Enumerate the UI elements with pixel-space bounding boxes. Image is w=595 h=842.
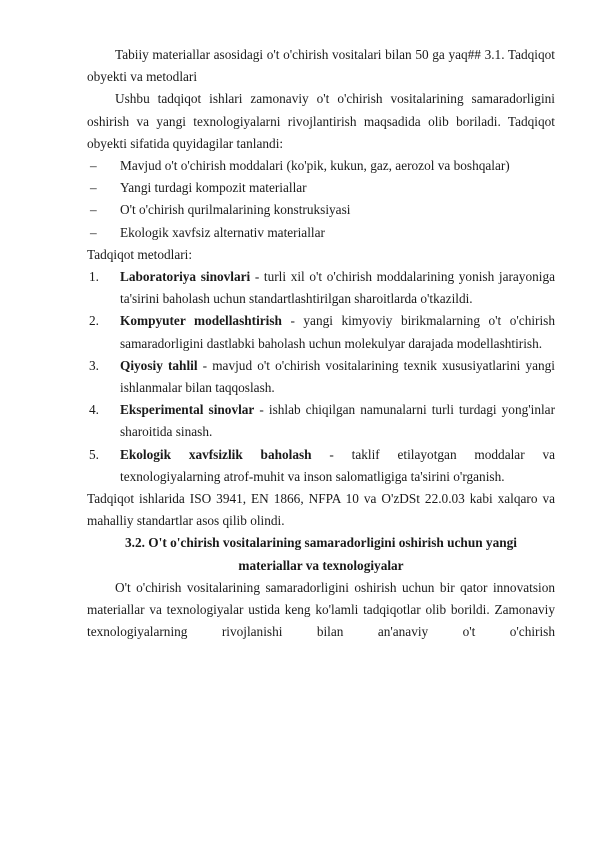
list-item: – Ekologik xavfsiz alternativ materiallar (90, 224, 325, 240)
method-item: 2. Kompyuter modellashtirish - yangi kimyoviy birikmalarning o't o'chirish samaradorligini dastlabki baholash uchun molekulyar darajada modellashtirish. (89, 313, 555, 351)
intro-paragraph: Tabiiy materiallar asosidagi o't o'chirish vositalari bilan 50 ga yaq## 3.1. Tadqiqot obyekti va metodlari (87, 47, 555, 85)
methods-label: Tadqiqot metodlari: (87, 246, 193, 262)
method-title: Ekologik xavfsizlik baholash (120, 446, 312, 462)
section-heading: 3.2. O't o'chirish vositalarining samaradorligini oshirish uchun yangi materiallar va texnologiyalar (125, 535, 517, 573)
list-item: – Mavjud o't o'chirish moddalari (ko'pik, kukun, gaz, aerozol va boshqalar) (90, 158, 510, 174)
methods-list (87, 266, 555, 488)
closing-paragraph: O't o'chirish vositalarining samaradorligini oshirish uchun bir qator innovatsion materiallar va texnologiyalar ustida keng ko'lamli tadqiqotlar olib borildi. Zamonaviy texnologiyalarning rivojlanishi bilan an'anaviy o't o'chirish (87, 579, 555, 640)
method-title: Laboratoriya sinovlari (120, 269, 251, 285)
method-title: Eksperimental sinovlar (120, 402, 255, 418)
method-title: Kompyuter modellashtirish (120, 313, 282, 329)
list-item: – Yangi turdagi kompozit materiallar (90, 180, 307, 196)
method-item: 5. Ekologik xavfsizlik baholash - taklif etilayotgan moddalar va texnologiyalarning atrof-muhit va inson salomatligiga ta'sirini o'rganish. (89, 446, 555, 484)
list-item: – O't o'chirish qurilmalarining konstruksiyasi (90, 202, 351, 218)
document-page (87, 44, 555, 643)
method-title: Qiyosiy tahlil (120, 357, 198, 373)
method-item: 1. Laboratoriya sinovlari - turli xil o't o'chirish moddalarining yonish jarayoniga ta'sirini baholash uchun standartlashtirilgan sharoitlarda o'tkazildi. (89, 269, 555, 307)
method-item: 3. Qiyosiy tahlil - mavjud o't o'chirish vositalarining texnik xususiyatlarini yangi ishlanmalar bilan taqqoslash. (89, 357, 555, 396)
research-object-paragraph: Ushbu tadqiqot ishlari zamonaviy o't o'chirish vositalarining samaradorligini oshirish va yangi texnologiyalarni rivojlantirish maqsadida olib boriladi. Tadqiqot obyekti sifatida quyidagilar tanlandi: (87, 91, 555, 151)
research-objects-list (87, 155, 555, 244)
method-item: 4. Eksperimental sinovlar - ishlab chiqilgan namunalarni turli turdagi yong'inlar sharoitida sinash. (89, 402, 556, 440)
standards-paragraph: Tadqiqot ishlarida ISO 3941, EN 1866, NFPA 10 va O'zDSt 22.0.03 kabi xalqaro va mahalliy standartlar asos qilib olindi. (87, 491, 555, 529)
